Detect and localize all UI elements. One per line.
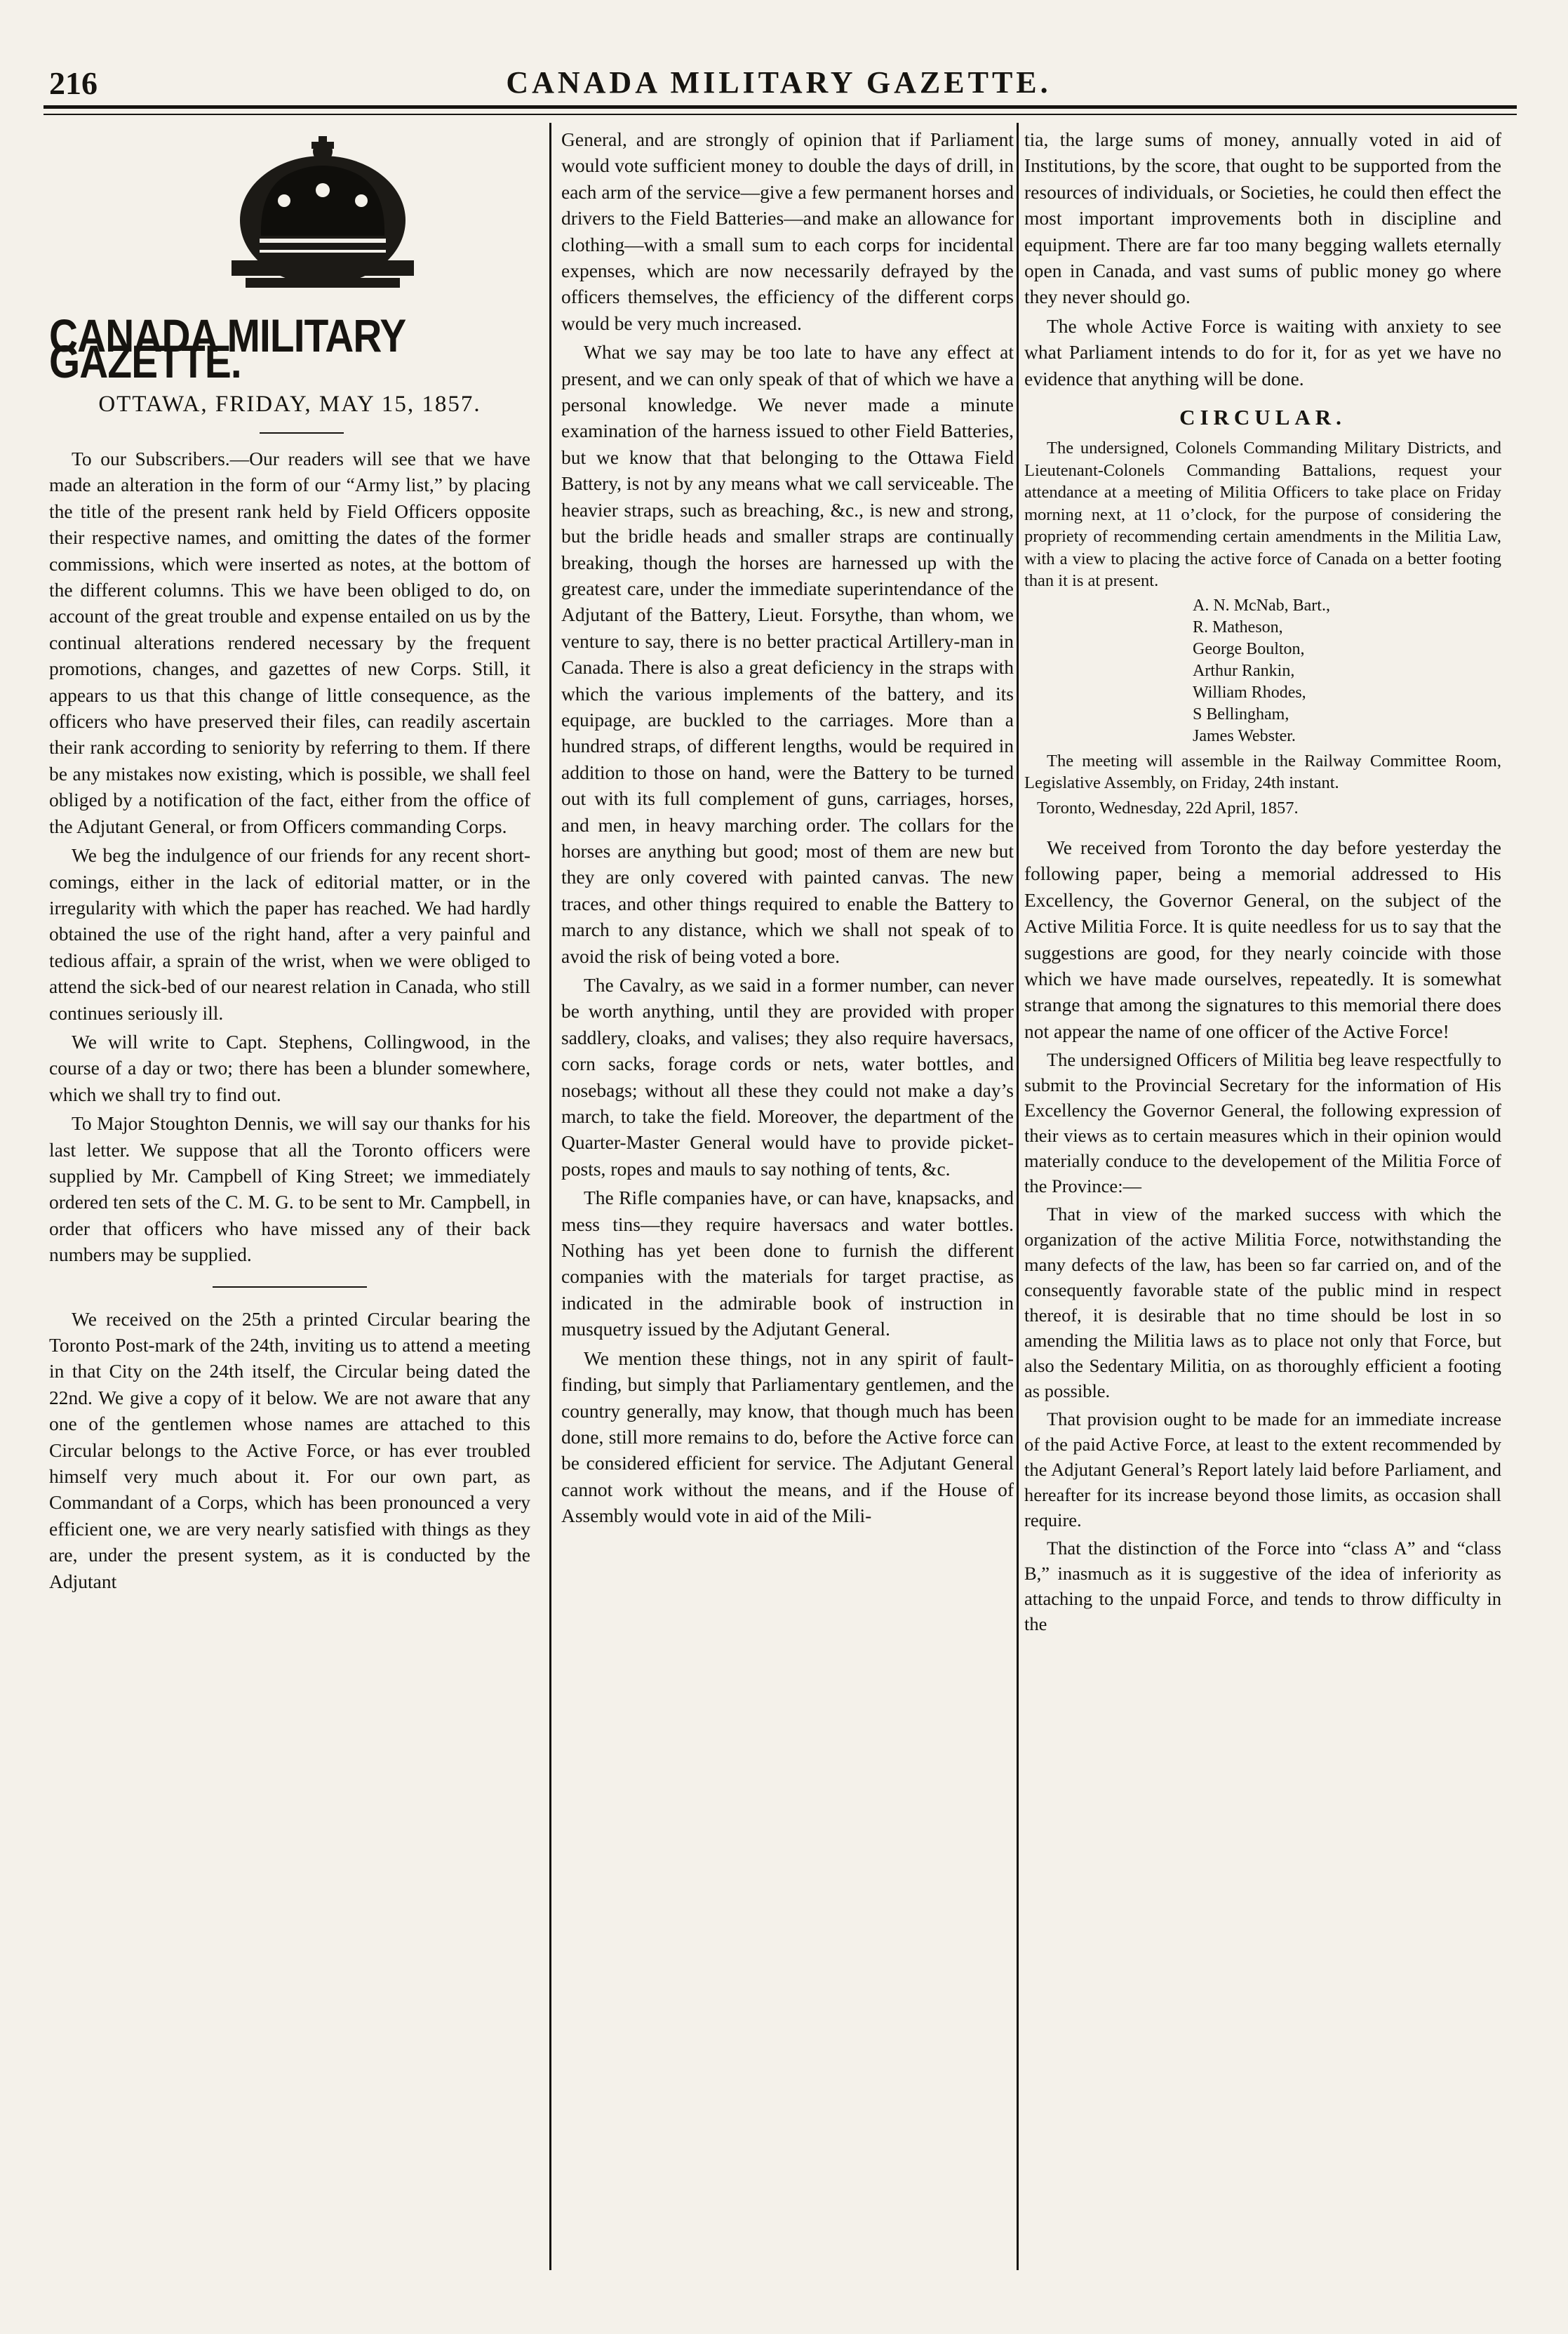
article-paragraph: We mention these things, not in any spirit of fault-finding, but simply that Parliamentary gentlemen, and the country generally, may know, that though much has been done, still more remains to do, before the Active force can be considered efficient for service. The Adjutant General cannot work without the means, and if the House of Assembly would vote in aid of the Mili-	[561, 1347, 1014, 1527]
running-title: CANADA MILITARY GAZETTE.	[506, 65, 1052, 100]
article-paragraph: General, and are strongly of opinion that if Parliament would vote sufficient money to double the days of drill, in each arm of the service—give a few permanent horses and drivers to the Field Batteries—and make an allowance for clothing—with a small sum to each corps for incidental expenses, which are now necessarily defrayed by the officers themselves, the efficiency of the different corps would be very much increased.	[561, 128, 1014, 334]
memorial-paragraph: That in view of the marked success with which the organization of the active Militia Force, notwithstanding the many defects of the law, has been so far carried on, and of the consequently favorable state of the public mind in respect thereof, it is desirable that no time should be lost in so amending the Militia laws as to place not only that Force, but also the Sedentary Militia, on as thoroughly efficient a footing as possible.	[1024, 1203, 1501, 1402]
signatory-list	[1193, 595, 1501, 747]
dateline: OTTAWA, FRIDAY, MAY 15, 1857.	[98, 392, 481, 417]
article-paragraph: To our Subscribers.—Our readers will see that we have made an alteration in the form of our “Army list,” by placing the title of the present rank held by Field Officers opposite their respective names, and omitting the dates of the former commissions, which were inserted as notes, at the bottom of the different columns. This we have been obliged to do, on account of the great trouble and expense entailed on us by the continual alterations rendered necessary by the frequent promotions, changes, and gazettes of new Corps. Still, it appears to us that this change of little consequence, as the officers who have preserved their files, can readily ascertain their rank according to seniority by referring to them. If there be any mistakes now existing, which is possible, we shall feel obliged by a notification of the fact, either from the office of the Adjutant General, or from Officers commanding Corps.	[49, 448, 530, 837]
signatory: S Bellingham,	[1193, 705, 1289, 723]
signatory: R. Matheson,	[1193, 618, 1283, 636]
dateline-rule	[260, 432, 344, 434]
circular-dateline: Toronto, Wednesday, 22d April, 1857.	[1037, 798, 1299, 818]
article-paragraph: We beg the indulgence of our friends for any recent short-comings, either in the lack of editorial matter, or in the irregularity with which the paper has reached. We had hardly obtained the use of the right hand, after a very painful and tedious affair, a sprain of the wrist, when we were obliged to attend the sick-bed of our nearest relation in Canada, who still continues seriously ill.	[49, 844, 530, 1024]
signatory: William Rhodes,	[1193, 683, 1306, 702]
meeting-note: The meeting will assemble in the Railway Committee Room, Legislative Assembly, on Friday, 24th instant.	[1024, 751, 1501, 793]
column-2	[561, 126, 1014, 1532]
column-3	[1024, 126, 1501, 1639]
signatory: James Webster.	[1193, 726, 1296, 745]
signatory: Arthur Rankin,	[1193, 661, 1295, 680]
page-number: 216	[49, 65, 98, 101]
running-head	[49, 65, 1508, 107]
section-rule	[213, 1286, 367, 1288]
article-paragraph: The whole Active Force is waiting with anxiety to see what Parliament intends to do for it, for as yet we have no evidence that anything will be done.	[1024, 314, 1501, 389]
column-1	[49, 126, 530, 1597]
masthead	[49, 126, 530, 446]
circular-text: The undersigned, Colonels Commanding Military Districts, and Lieutenant-Colonels Commanding Battalions, request your attendance at a meeting of Militia Officers to take place on Friday morning next, at 11 o’clock, for the purpose of considering the propriety of recommending certain amendments in the Militia Law, with a view to placing the active force of Canada on a better footing than it is at present.	[1024, 439, 1501, 591]
column-divider-1	[549, 123, 551, 2270]
signatory: George Boulton,	[1193, 639, 1305, 658]
article-paragraph: To Major Stoughton Dennis, we will say our thanks for his last letter. We suppose that all the Toronto officers were supplied by Mr. Campbell of King Street; we immediately ordered ten sets of the C. M. G. to be sent to Mr. Campbell, in order that officers who have missed any of their back numbers may be supplied.	[49, 1112, 530, 1266]
memorial-paragraph: That provision ought to be made for an immediate increase of the paid Active Force, at least to the extent recommended by the Adjutant General’s Report lately laid before Parliament, and hereafter for its increase beyond those limits, as occasion shall require.	[1024, 1408, 1501, 1531]
article-paragraph: tia, the large sums of money, annually voted in aid of Institutions, by the score, that ought to be supported from the resources of individuals, or Societies, he could then effect the most important improvements both in discipline and equipment. There are far too many begging wallets eternally open in Canada, and vast sums of public money go where they never should go.	[1024, 128, 1501, 308]
article-paragraph: We received on the 25th a printed Circular bearing the Toronto Post-mark of the 24th, inviting us to attend a meeting in that City on the 24th itself, the Circular being dated the 22nd. We give a copy of it below. We are not aware that any one of the gentlemen whose names are attached to this Circular belongs to the Active Force, or has ever troubled himself very much about it. For our own part, as Commandant of a Corps, which has been pronounced a very efficient one, we are very nearly satisfied with things as they are, under the present system, as it is conducted by the Adjutant	[49, 1307, 530, 1592]
header-rule-thin	[43, 114, 1517, 115]
article-paragraph: The Rifle companies have, or can have, knapsacks, and mess tins—they require haversacs and water bottles. Nothing has yet been done to furnish the different companies with the materials for target practise, as indicated in the admirable book of instruction in musquetry issued by the Adjutant General.	[561, 1187, 1014, 1340]
article-paragraph: What we say may be too late to have any effect at present, and we can only speak of that of which we have a personal knowledge. We never made a minute examination of the harness issued to other Field Batteries, but we know that that belonging to the Ottawa Field Battery, is not by any means what we call serviceable. The heavier straps, such as breaching, &c., is new and strong, but the bridle heads and smaller straps are continually breaking, though the horses are harnessed up with the greatest care, under the immediate superintendance of the Adjutant of the Battery, Lieut. Forsythe, than whom, we venture to say, there is no better practical Artillery-man in Canada. There is also a great deficiency in the straps with which the various implements of the battery, and its equipage, are buckled to the carriages. More than a hundred straps, of different lengths, would be required in addition to those on hand, were the Battery to be turned out with its full complement of guns, carriages, horses, and men, in heavy marching order. The collars for the horses are anything but good; most of them are new but they are only covered with painted canvas. The new traces, and other things required to enable the Battery to march to any distance, which we shall not speak of to avoid the risk of being voted a bore.	[561, 341, 1014, 967]
article-paragraph: We will write to Capt. Stephens, Collingwood, in the course of a day or two; there has been a blunder somewhere, which we shall try to find out.	[49, 1030, 530, 1105]
crown-icon	[217, 131, 428, 306]
memorial-paragraph: That the distinction of the Force into “class A” and “class B,” inasmuch as it is suggestive of the idea of inferiority as attaching to the unpaid Force, and tends to throw difficulty in the	[1024, 1538, 1501, 1635]
signatory: A. N. McNab, Bart.,	[1193, 596, 1330, 615]
memorial-paragraph: The undersigned Officers of Militia beg leave respectfully to submit to the Provincial Secretary for the information of His Excellency the Governor General, the following expression of their views as to certain measures which in their opinion would materially conduce to the developement of the Militia Force of the Province:—	[1024, 1049, 1501, 1197]
article-paragraph: We received from Toronto the day before yesterday the following paper, being a memorial addressed to His Excellency, the Governor General, on the subject of the Active Militia Force. It is quite needless for us to say that the suggestions are good, for they nearly coincide with those which we have made ourselves, repeatedly. It is somewhat strange that among the signatures to this memorial there does not appear the name of one officer of the Active Force!	[1024, 836, 1501, 1042]
masthead-title: CANADA MILITARY GAZETTE.	[49, 309, 406, 388]
circular-body	[1024, 437, 1501, 819]
column-divider-2	[1017, 123, 1019, 2270]
memorial	[1024, 1047, 1501, 1636]
article-paragraph: The Cavalry, as we said in a former number, can never be worth anything, until they are provided with proper saddlery, cloaks, and valises; they also require haversacs, corn sacks, forage cords or nets, water bottles, and nosebags; without all these they could not make a day’s march, to take the field. Moreover, the department of the Quarter-Master General would have to provide picket-posts, ropes and mauls to say nothing of tents, &c.	[561, 974, 1014, 1180]
header-rule	[43, 105, 1517, 109]
circular-heading: CIRCULAR.	[1179, 405, 1346, 430]
